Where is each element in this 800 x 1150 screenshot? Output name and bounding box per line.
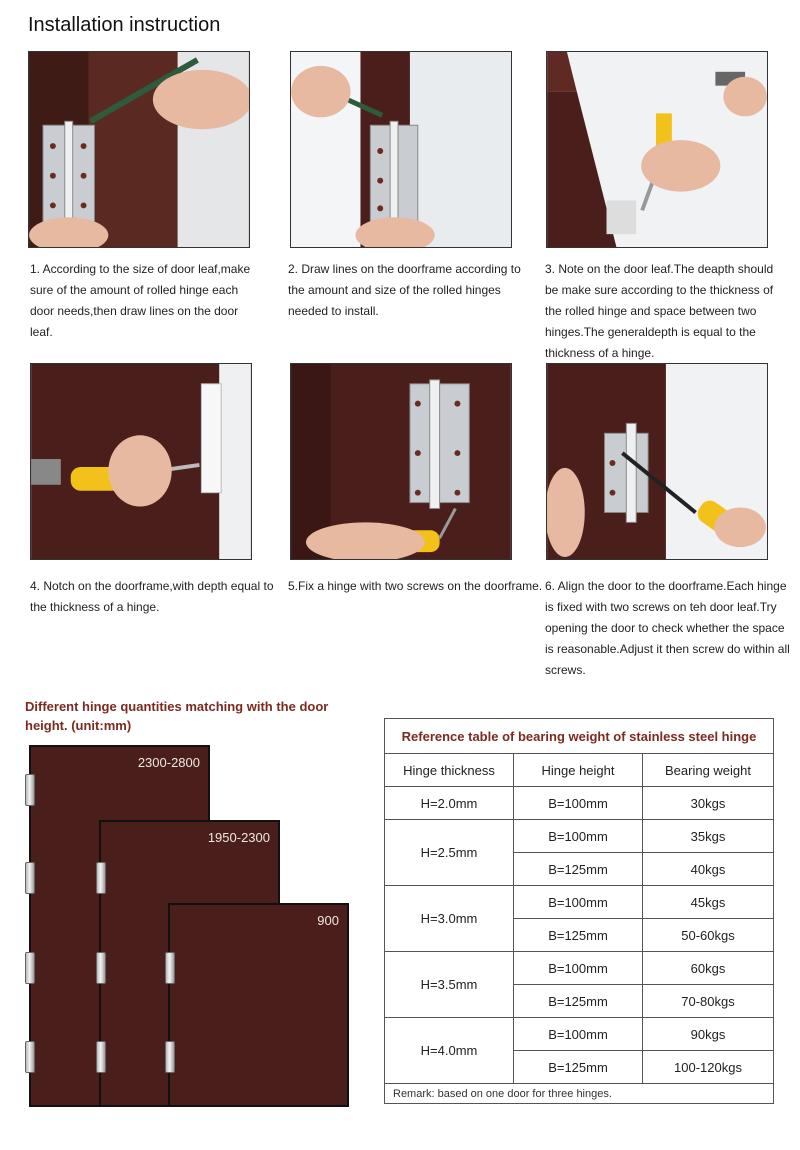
door-medium-label: 1950-2300 <box>207 830 270 845</box>
step-2-text: 2. Draw lines on the doorframe according to the amount and size of the rolled hinges needed to install. <box>288 262 521 318</box>
notching-doorframe-image <box>31 364 251 559</box>
step-5-text: 5.Fix a hinge with two screws on the doorframe. <box>288 579 543 593</box>
step-6-photo <box>546 363 768 560</box>
step-5-photo <box>290 363 512 560</box>
chiseling-door-leaf-image <box>547 52 767 247</box>
height-cell: B=100mm <box>514 787 643 820</box>
hinge-icon <box>96 1041 106 1073</box>
hinge-icon <box>25 952 35 984</box>
step-3-photo <box>546 51 768 248</box>
height-cell: B=100mm <box>514 952 643 985</box>
step-1-text: 1. According to the size of door leaf,make sure of the amount of rolled hinge each door needs,then draw lines on the door leaf. <box>30 262 251 339</box>
hinge-icon <box>25 1041 35 1073</box>
hinge-icon <box>96 952 106 984</box>
height-cell: B=125mm <box>514 853 643 886</box>
door-small <box>168 903 349 1107</box>
door-large-label: 2300-2800 <box>137 755 200 770</box>
height-cell: B=125mm <box>514 985 643 1018</box>
fixing-hinge-image <box>291 364 511 559</box>
step-2-photo <box>290 51 512 248</box>
marking-door-leaf-image <box>29 52 249 247</box>
table-remark: Remark: based on one door for three hinges. <box>385 1084 774 1104</box>
step-6-text: 6. Align the door to the doorframe.Each hinge is fixed with two screws on teh door leaf.Try opening the door to check whether the space is reasonable.Adjust it then screw do within all screws. <box>545 579 790 677</box>
hinge-icon <box>165 1041 175 1073</box>
step-4-photo <box>30 363 252 560</box>
door-small-label: 900 <box>317 913 339 928</box>
weight-cell: 50-60kgs <box>643 919 774 952</box>
table-row <box>385 1018 774 1051</box>
weight-cell: 60kgs <box>643 952 774 985</box>
table-row <box>385 820 774 853</box>
weight-cell: 40kgs <box>643 853 774 886</box>
hinge-quantities-title: Different hinge quantities matching with the door height. (unit:mm) <box>25 699 329 733</box>
step-3-text: 3. Note on the door leaf.The deapth should be make sure according to the thickness of the rolled hinge and space between two hinges.The generaldepth is equal to the thickness of a hinge. <box>545 262 774 360</box>
table-row <box>385 787 774 820</box>
weight-cell: 45kgs <box>643 886 774 919</box>
weight-cell: 90kgs <box>643 1018 774 1051</box>
weight-cell: 100-120kgs <box>643 1051 774 1084</box>
thickness-cell: H=2.5mm <box>385 820 514 886</box>
weight-cell: 30kgs <box>643 787 774 820</box>
thickness-cell: H=4.0mm <box>385 1018 514 1084</box>
height-cell: B=100mm <box>514 1018 643 1051</box>
thickness-cell: H=3.5mm <box>385 952 514 1018</box>
page-title: Installation instruction <box>28 14 221 36</box>
hinge-icon <box>25 774 35 806</box>
marking-doorframe-image <box>291 52 511 247</box>
height-cell: B=125mm <box>514 1051 643 1084</box>
door-diagram <box>25 742 355 1110</box>
height-cell: B=100mm <box>514 886 643 919</box>
weight-cell: 35kgs <box>643 820 774 853</box>
step-1-photo <box>28 51 250 248</box>
header-height: Hinge height <box>514 754 643 787</box>
table-caption: Reference table of bearing weight of stainless steel hinge <box>385 719 774 754</box>
thickness-cell: H=3.0mm <box>385 886 514 952</box>
table-row <box>385 952 774 985</box>
bearing-weight-table <box>384 718 774 1104</box>
hinge-icon <box>25 862 35 894</box>
height-cell: B=100mm <box>514 820 643 853</box>
height-cell: B=125mm <box>514 919 643 952</box>
hinge-icon <box>96 862 106 894</box>
header-thickness: Hinge thickness <box>385 754 514 787</box>
thickness-cell: H=2.0mm <box>385 787 514 820</box>
aligning-door-image <box>547 364 767 559</box>
hinge-icon <box>165 952 175 984</box>
step-4-text: 4. Notch on the doorframe,with depth equal to the thickness of a hinge. <box>30 579 274 614</box>
table-row <box>385 886 774 919</box>
weight-cell: 70-80kgs <box>643 985 774 1018</box>
header-weight: Bearing weight <box>643 754 774 787</box>
